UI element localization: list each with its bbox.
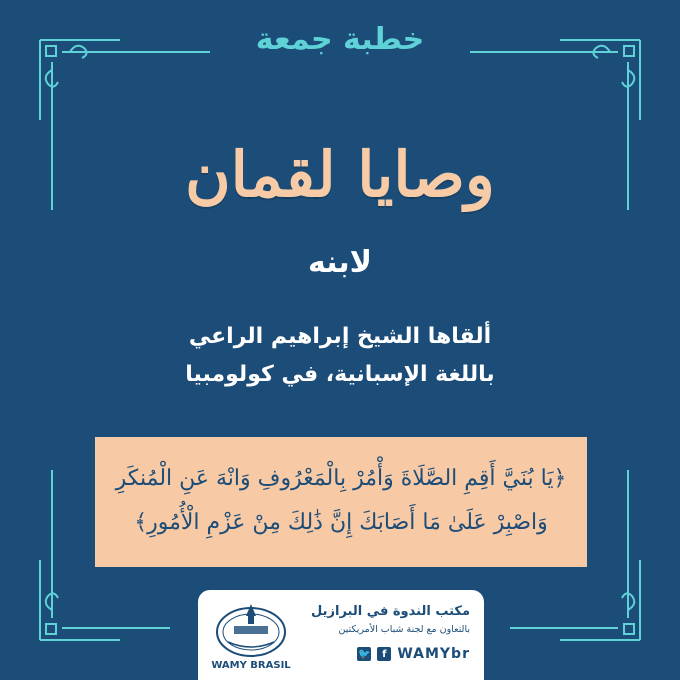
calligraphy-title: وصايا لقمان	[185, 138, 495, 211]
lecturer-info	[0, 318, 680, 394]
office-name: مكتب الندوة في البرازيل	[311, 604, 470, 619]
social-row	[290, 646, 470, 662]
lecturer-line-2: باللغة الإسبانية، في كولومبيا	[185, 362, 495, 387]
verse-line-1: ﴿يَا بُنَيَّ أَقِمِ الصَّلَاةَ وَأْمُرْ بِالْمَعْرُوفِ وَانْهَ عَنِ الْمُنكَرِ	[115, 466, 567, 491]
page-title: خطبة جمعة	[255, 22, 425, 57]
brand-name: WAMY BRASIL	[211, 660, 291, 671]
verse-box	[95, 437, 587, 567]
lecturer-line-1: ألقاها الشيخ إبراهيم الراعي	[188, 324, 492, 349]
wamy-logo-icon	[212, 598, 290, 660]
footer-card	[198, 590, 484, 680]
verse-line-2: وَاصْبِرْ عَلَىٰ مَا أَصَابَكَ إِنَّ ذَٰلِكَ مِنْ عَزْمِ الْأُمُورِ﴾	[134, 510, 548, 535]
subtitle: لابنه	[307, 245, 373, 280]
cooperation-text: بالتعاون مع لجنة شباب الأمريكتين	[338, 624, 470, 635]
social-handle[interactable]: WAMYbr	[397, 646, 470, 662]
twitter-icon[interactable]: 🐦	[358, 648, 371, 660]
facebook-icon[interactable]: f	[377, 647, 391, 661]
